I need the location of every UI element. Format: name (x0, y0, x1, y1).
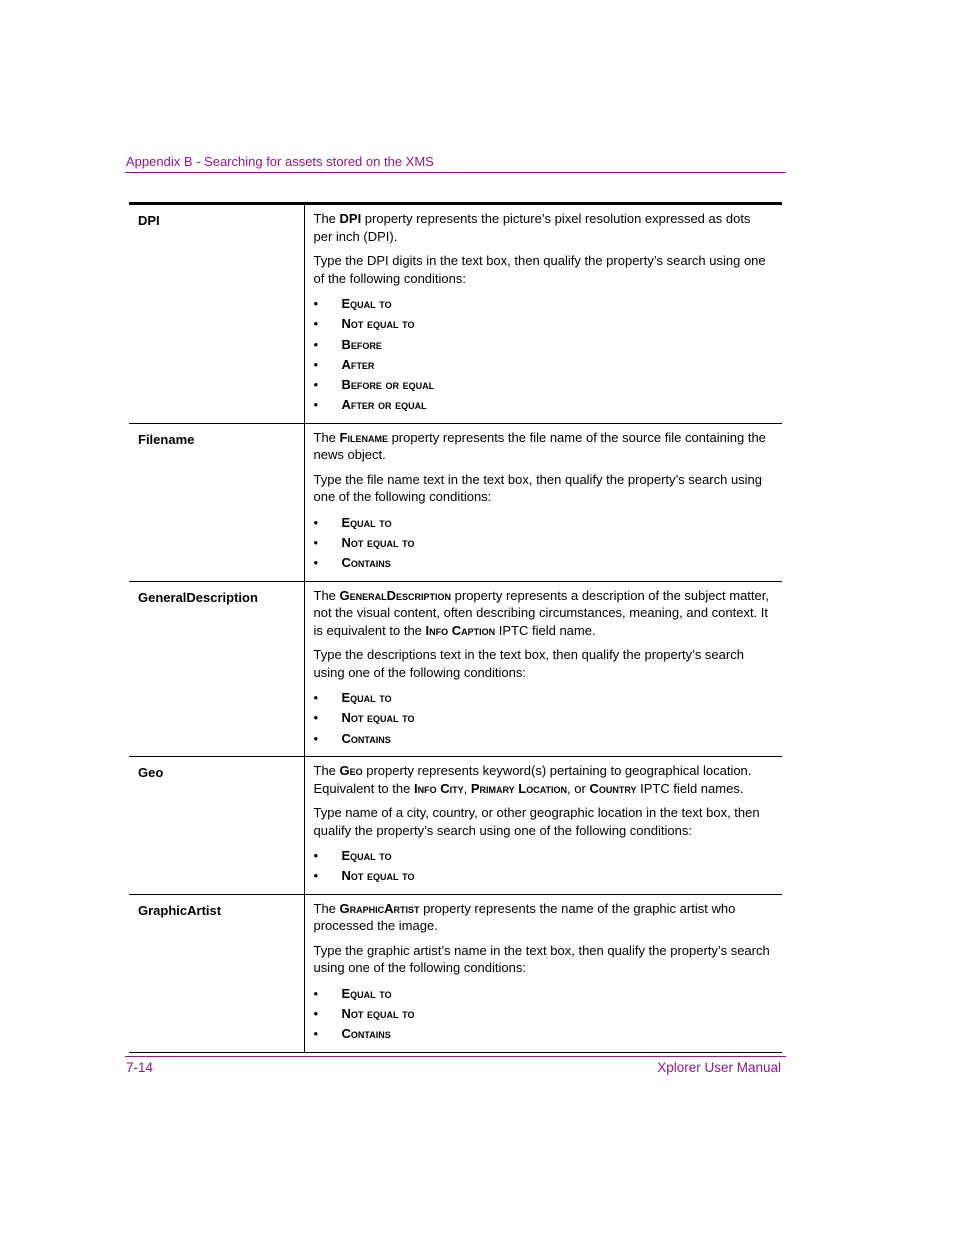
condition-list (314, 688, 773, 749)
property-description (304, 581, 782, 756)
table-row (129, 423, 782, 581)
list-item: • Contains (314, 729, 773, 749)
instruction-paragraph: Type the DPI digits in the text box, then qualify the property’s search using one of the following conditions: (313, 253, 766, 286)
list-item: • Before or equal (314, 375, 773, 395)
property-name: GeneralDescription (129, 581, 304, 756)
list-item: • Not equal to (314, 866, 773, 886)
property-term: Filename (339, 429, 388, 445)
iptc-field-term: Primary Location (470, 780, 568, 796)
list-item: • Equal to (314, 846, 773, 866)
property-term: Geo (339, 763, 363, 779)
list-item: • Not equal to (314, 533, 773, 553)
list-item: • Equal to (314, 513, 773, 533)
iptc-field-term: Info Caption (425, 622, 496, 638)
condition-list (314, 846, 773, 887)
instruction-paragraph: Type the graphic artist’s name in the text box, then qualify the property’s search using one of the following conditions: (313, 942, 770, 976)
condition-list (314, 984, 773, 1045)
property-name: Geo (129, 757, 304, 895)
condition-list (314, 513, 773, 574)
property-name: GraphicArtist (129, 894, 304, 1052)
property-term: DPI (339, 211, 362, 226)
list-item: • Equal to (314, 984, 773, 1004)
property-description (304, 894, 782, 1052)
instruction-paragraph: Type name of a city, country, or other geographic location in the text box, then qualify the property’s search using one of the following conditions: (313, 805, 760, 838)
page-number: 7-14 (126, 1060, 154, 1075)
header-divider (125, 172, 786, 173)
condition-list (314, 294, 773, 416)
list-item: • Contains (314, 1024, 773, 1044)
property-description (304, 204, 782, 424)
instruction-paragraph: Type the file name text in the text box, then qualify the property’s search using one of the following conditions: (313, 471, 763, 505)
table-row (129, 757, 782, 895)
description-paragraph: The GeneralDescription property represents a description of the subject matter, not the visual content, often describing circumstances, meaning, and context. It is equivalent to the Info Caption IPTC field name. (313, 587, 769, 638)
list-item: • Equal to (314, 294, 773, 314)
iptc-field-term: Country (589, 780, 637, 796)
list-item: • Not equal to (314, 314, 773, 334)
manual-title: Xplorer User Manual (657, 1060, 781, 1075)
description-paragraph: The Filename property represents the file name of the source file containing the news object. (313, 429, 766, 463)
table-row (129, 581, 782, 756)
list-item: • After (314, 355, 773, 375)
description-paragraph: The DPI property represents the picture’s pixel resolution expressed as dots per inch (DPI). (313, 211, 751, 244)
list-item: • Before (314, 335, 773, 355)
property-table (129, 202, 782, 1053)
iptc-field-term: Info City (413, 780, 464, 796)
property-name: Filename (129, 423, 304, 581)
description-paragraph: The Geo property represents keyword(s) pertaining to geographical location. Equivalent to the Info City, Primary Location, or Country IPTC field names. (313, 763, 752, 796)
property-description (304, 423, 782, 581)
list-item: • Contains (314, 553, 773, 573)
property-term: GeneralDescription (339, 587, 452, 603)
instruction-paragraph: Type the descriptions text in the text box, then qualify the property’s search using one of the following conditions: (313, 647, 744, 680)
footer-divider (125, 1056, 786, 1057)
list-item: • Equal to (314, 688, 773, 708)
list-item: • Not equal to (314, 1004, 773, 1024)
property-description (304, 757, 782, 895)
table-row (129, 894, 782, 1052)
property-name: DPI (129, 204, 304, 424)
list-item: • After or equal (314, 395, 773, 415)
table-row (129, 204, 782, 424)
list-item: • Not equal to (314, 708, 773, 728)
running-header: Appendix B - Searching for assets stored on the XMS (126, 154, 434, 169)
property-term: GraphicArtist (339, 900, 420, 916)
description-paragraph: The GraphicArtist property represents the name of the graphic artist who processed the image. (313, 900, 736, 934)
